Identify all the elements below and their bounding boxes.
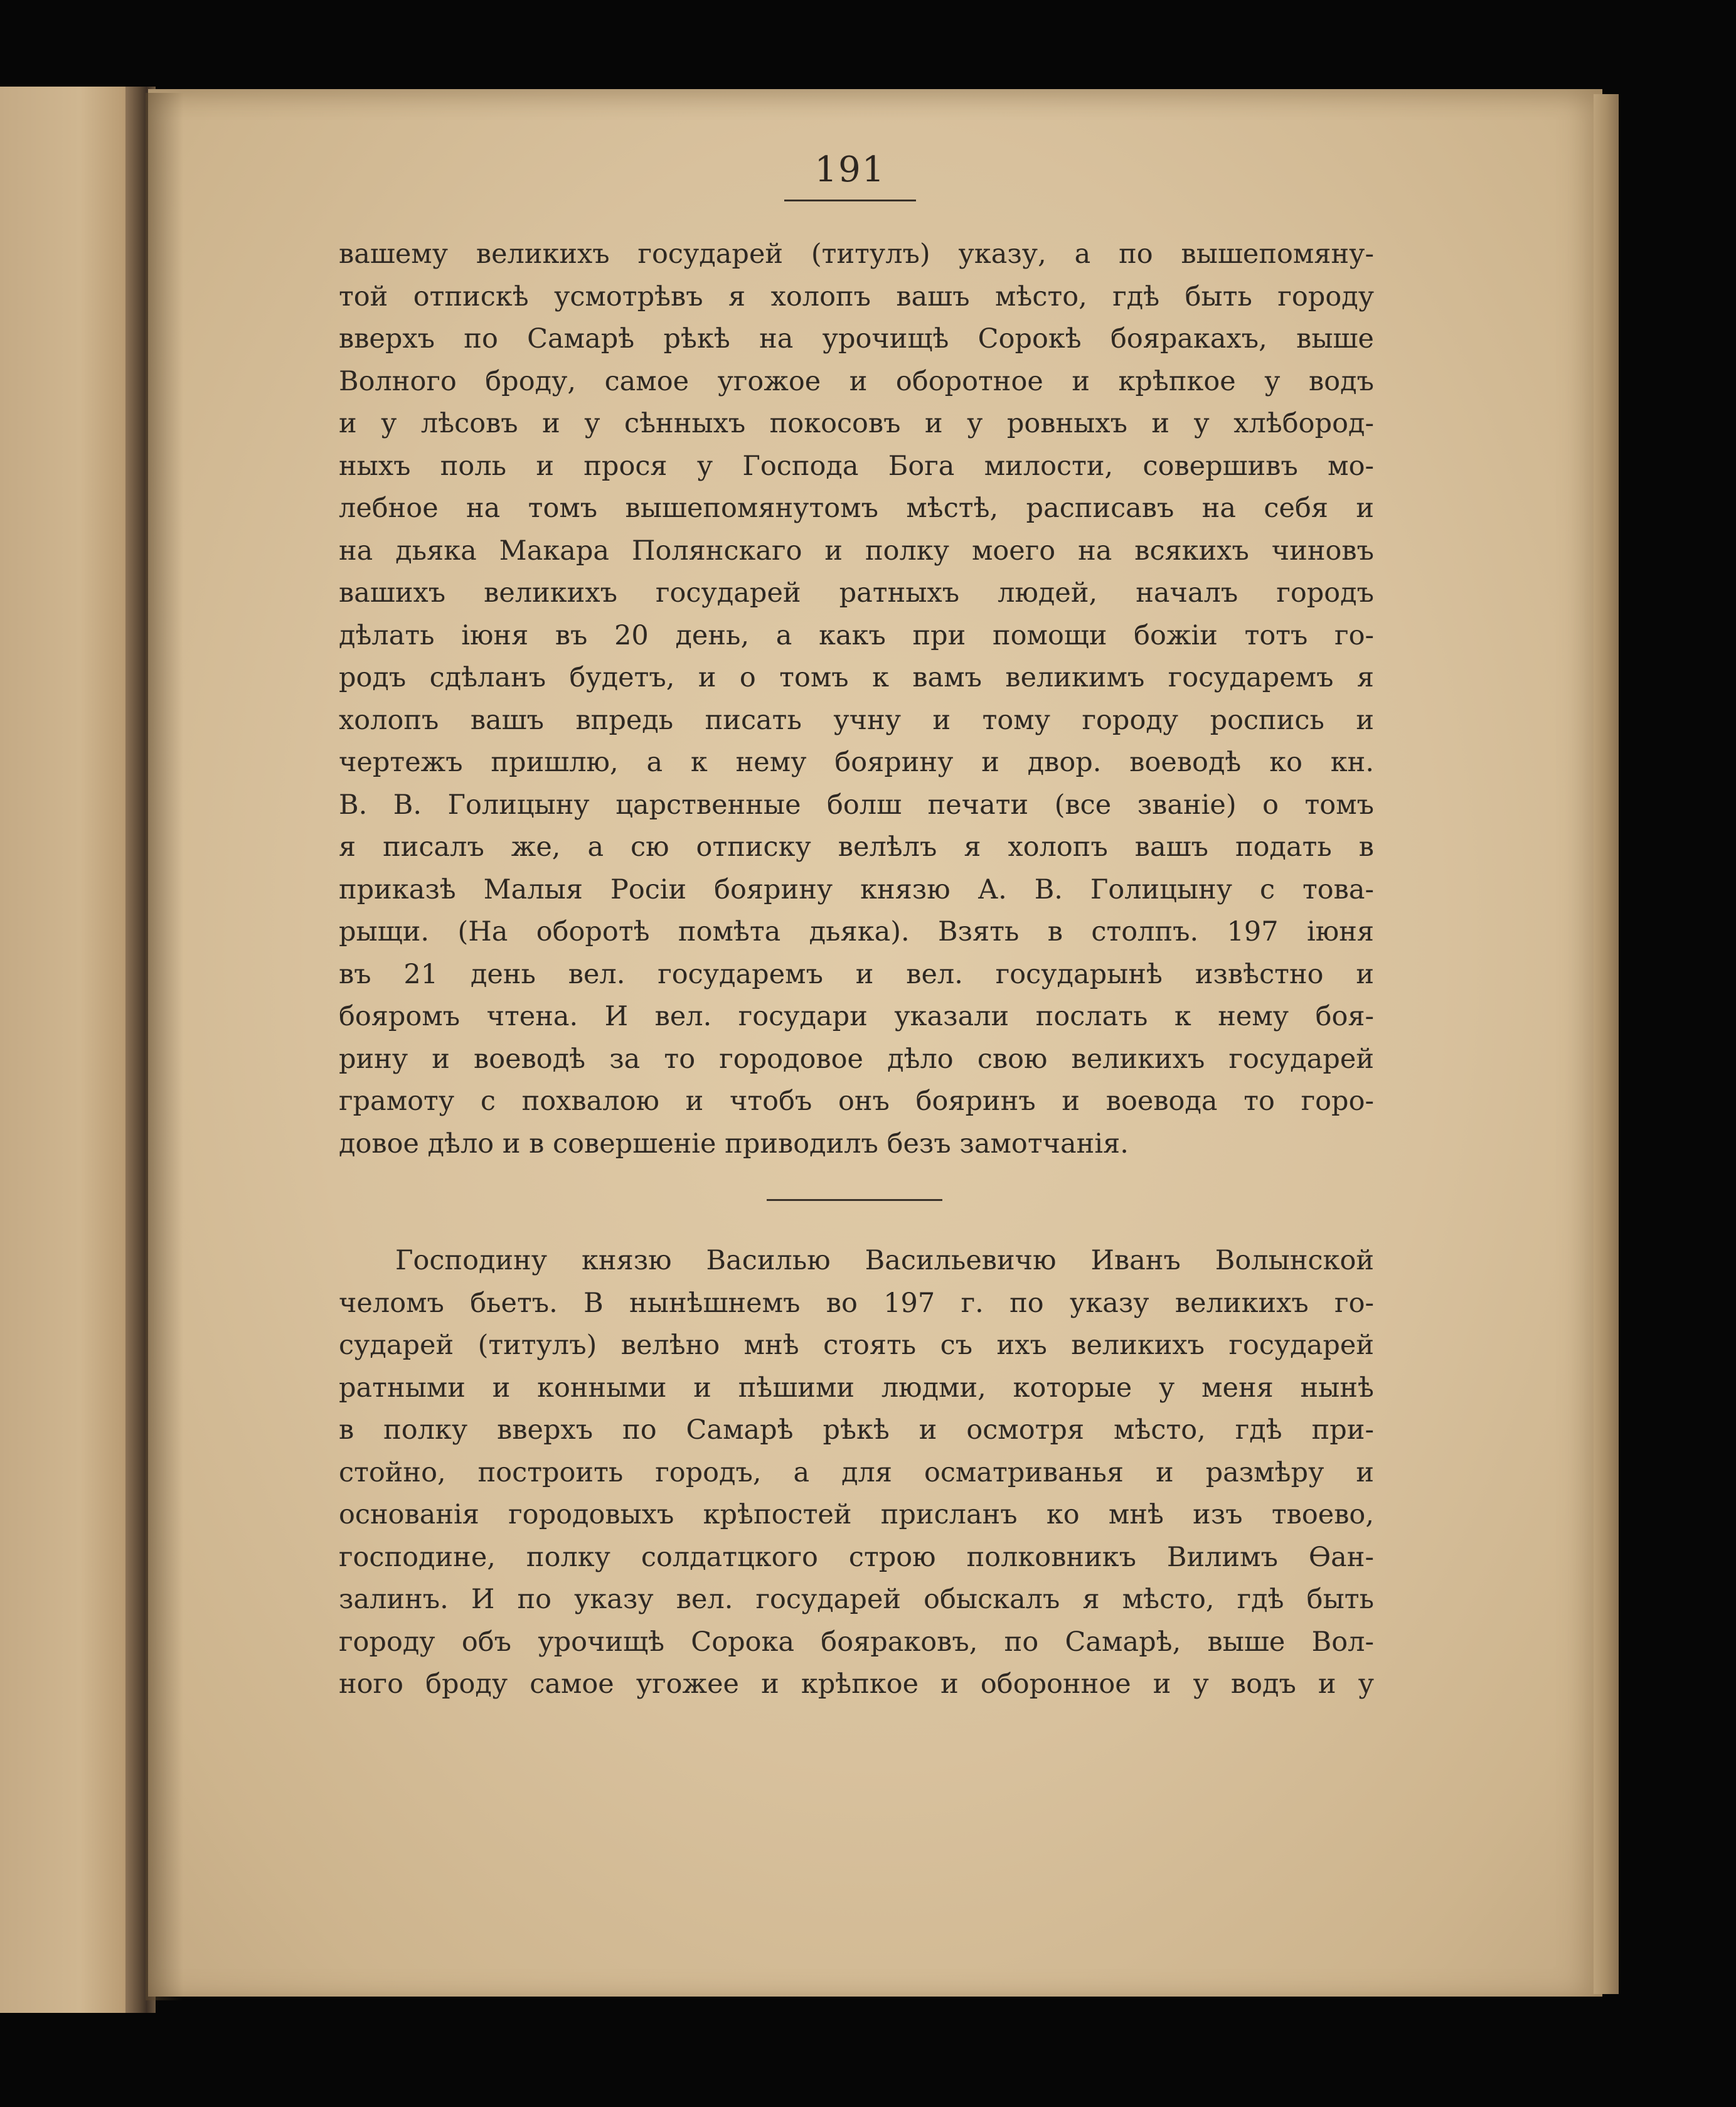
text-line: в полку вверхъ по Самарѣ рѣкѣ и осмотря мѣсто, гдѣ при- (339, 1414, 1374, 1446)
document-text-first-part (339, 233, 1374, 1165)
text-line: и у лѣсовъ и у сѣнныхъ покосовъ и у ровныхъ и у хлѣбород- (339, 408, 1374, 439)
text-line: городу объ урочищѣ Сорока бояраковъ, по Самарѣ, выше Вол- (339, 1626, 1374, 1658)
text-line: холопъ вашъ впредь писать учну и тому городу роспись и (339, 704, 1374, 736)
text-line: дѣлать іюня въ 20 день, а какъ при помощи божіи тотъ го- (339, 619, 1374, 651)
text-line: лебное на томъ вышепомянутомъ мѣстѣ, расписавъ на себя и (339, 493, 1374, 524)
text-line: довое дѣло и в совершеніе приводилъ безъ замотчанія. (339, 1128, 1129, 1160)
previous-page-edge (0, 87, 146, 2013)
text-line: бояромъ чтена. И вел. государи указали послать к нему боя- (339, 1001, 1374, 1032)
text-line: основанія городовыхъ крѣпостей присланъ ко мнѣ изъ твоево, (339, 1499, 1374, 1530)
text-line: В. В. Голицыну царственные болш печати (все званіе) о томъ (339, 789, 1374, 821)
text-line: челомъ бьетъ. В нынѣшнемъ во 197 г. по указу великихъ го- (339, 1287, 1374, 1319)
text-line: я писалъ же, а сю отписку велѣлъ я холопъ вашъ подать в (339, 831, 1374, 863)
text-line: стойно, построить городъ, а для осматриванья и размѣру и (339, 1456, 1374, 1488)
page-number-rule (784, 200, 916, 201)
text-line: господине, полку солдатцкого строю полковникъ Вилимъ Ѳан- (339, 1541, 1374, 1573)
text-line: Волного броду, самое угожое и оборотное и крѣпкое у водъ (339, 365, 1374, 397)
text-line: рину и воеводѣ за то городовое дѣло свою великихъ государей (339, 1043, 1374, 1075)
text-line: залинъ. И по указу вел. государей обыскалъ я мѣсто, гдѣ быть (339, 1584, 1374, 1615)
document-text-second-part (339, 1240, 1374, 1706)
text-line: той отпискѣ усмотрѣвъ я холопъ вашъ мѣсто, гдѣ быть городу (339, 280, 1374, 312)
text-line: чертежъ пришлю, а к нему боярину и двор. воеводѣ ко кн. (339, 747, 1374, 778)
text-line: грамоту с похвалою и чтобъ онъ бояринъ и воевода то горо- (339, 1086, 1374, 1117)
page-number: 191 (814, 149, 886, 190)
section-divider (767, 1199, 942, 1201)
text-line: на дьяка Макара Полянскаго и полку моего на всякихъ чиновъ (339, 535, 1374, 567)
text-line: сударей (титулъ) велѣно мнѣ стоять съ ихъ великихъ государей (339, 1330, 1374, 1361)
text-line: ного броду самое угожее и крѣпкое и оборонное и у водъ и у (339, 1668, 1374, 1700)
text-line: въ 21 день вел. государемъ и вел. государынѣ извѣстно и (339, 958, 1374, 990)
page-fore-edge (1594, 94, 1619, 1994)
text-line: родъ сдѣланъ будетъ, и о томъ к вамъ великимъ государемъ я (339, 662, 1374, 693)
text-line: Господину князю Василью Васильевичю Иванъ Волынской (395, 1245, 1374, 1276)
text-line: ныхъ поль и прося у Господа Бога милости, совершивъ мо- (339, 450, 1374, 482)
text-line: приказѣ Малыя Росіи боярину князю А. В. Голицыну с това- (339, 873, 1374, 905)
text-line: вашихъ великихъ государей ратныхъ людей, началъ городъ (339, 577, 1374, 609)
spine-shadow (146, 93, 183, 2000)
text-line: рыщи. (На оборотѣ помѣта дьяка). Взять в столпъ. 197 іюня (339, 916, 1374, 947)
text-line: вверхъ по Самарѣ рѣкѣ на урочищѣ Сорокѣ бояракахъ, выше (339, 323, 1374, 355)
text-line: вашему великихъ государей (титулъ) указу, а по вышепомяну- (339, 238, 1374, 270)
text-line: ратными и конными и пѣшими людми, которые у меня нынѣ (339, 1372, 1374, 1404)
